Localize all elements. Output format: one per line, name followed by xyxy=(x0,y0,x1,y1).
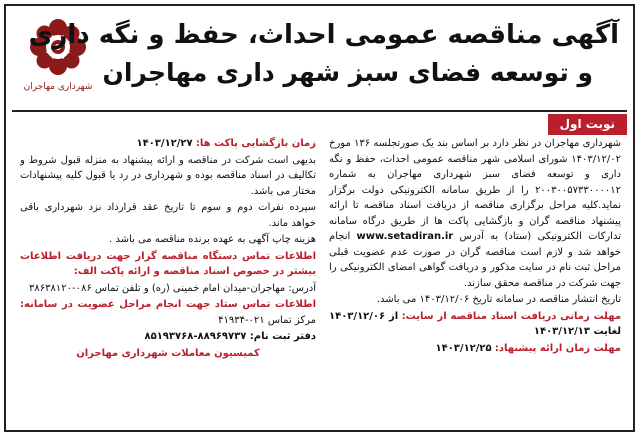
opening-date xyxy=(20,136,316,152)
submit-deadline-label: مهلت زمان ارائه پیشنهاد: xyxy=(494,342,621,354)
receive-deadline-label: مهلت زمانی دریافت اسناد مناقصه از سایت: xyxy=(401,310,622,322)
contact-heading: اطلاعات تماس دستگاه مناقصه گزار جهت دریافت اطلاعات بیشتر در خصوص اسناد مناقصه و ارائه پاکت الف: xyxy=(20,250,316,277)
signature: کمیسیون معاملات شهرداری مهاجران xyxy=(76,347,260,359)
header-divider xyxy=(12,110,627,112)
tender-notice xyxy=(4,4,635,432)
receive-deadline xyxy=(329,309,621,340)
intro-paragraph xyxy=(329,136,621,291)
contact-address: آدرس: مهاجران-میدان امام خمینی (ره) و تلفن تماس ۰۸۶-۳۸۶۳۸۱۲۰ xyxy=(29,282,316,294)
right-column xyxy=(329,136,621,357)
ad-cost-paragraph: هزینه چاپ آگهی به عهده برنده مناقصه می باشد . xyxy=(108,234,316,245)
setad-url-link[interactable]: www.setadiran.ir xyxy=(356,231,454,242)
opening-date-value: ۱۴۰۳/۱۲/۲۷ xyxy=(136,138,193,149)
notice-title-line-2: و توسعه فضای سبز شهر داری مهاجران xyxy=(102,58,593,87)
setad-phone: مرکز تماس ۰۲۱-۴۱۹۳۴ xyxy=(218,314,316,326)
intro-continued: انجام خواهد شد و لازم است مناقصه گران در صورت عدم عضویت قبلی مراحل ثبت نام در سایت مذکور و دریافت گواهی امضای الکترونیکی را جهت شرکت در مناقصه محقق سازند. xyxy=(329,231,621,289)
deposit-paragraph: سپرده نفرات دوم و سوم تا تاریخ عقد قرارداد نزد شهرداری باقی خواهد ماند. xyxy=(20,202,316,229)
notice-title-line-1: آگهی مناقصه عمومی احداث، حفظ و نگه داری xyxy=(28,20,619,50)
intro-text: شهرداری مهاجران در نظر دارد بر اساس بند یک صورتجلسه ۱۳۶ مورخ ۱۴۰۳/۱۲/۰۲ شورای اسلامی شهر مناقصه عمومی احداث، حفظ و نگه داری و توسعه فضای سبز شهرداری مهاجران به شماره ۲۰۰۳۰۰۵۷۳۳۰۰۰۰۱۲ را از طریق سامانه الکترونیکی دولت برگزار نماید.کلیه مراحل برگزاری مناقصه از دریافت اسناد مناقصه تا ارائه پیشنهاد مناقصه گران و بازگشایی پاکت ها از طریق درگاه سامانه تدارکات الکترونیکی (ستاد) به آدرس xyxy=(329,138,621,242)
logo-caption: شهرداری مهاجران xyxy=(23,82,93,92)
notice-header xyxy=(6,6,633,106)
round-badge: نوبت اول xyxy=(548,114,627,135)
setad-contact xyxy=(20,297,316,328)
setad-contact-heading: اطلاعات تماس ستاد جهت انجام مراحل عضویت در سامانه: xyxy=(20,299,316,310)
registration-office: دفتر ثبت نام: ۸۸۹۶۹۷۳۷-۸۵۱۹۳۷۶۸ xyxy=(144,331,316,342)
publish-date: تاریخ انتشار مناقصه در سامانه تاریخ ۱۴۰۳/۱۲/۰۶ می باشد. xyxy=(376,294,621,305)
receive-deadline-value: از ۱۴۰۳/۱۲/۰۶ لغایت ۱۴۰۳/۱۲/۱۳ xyxy=(329,310,621,337)
submit-deadline xyxy=(329,341,621,357)
left-column xyxy=(20,136,316,362)
opening-date-label: زمان بازگشایی پاکت ها: xyxy=(195,138,316,149)
terms-paragraph: بدیهی است شرکت در مناقصه و ارائه پیشنهاد به منزله قبول شروط و تکالیف در اسناد مناقصه بوده و شهرداری در رد یا قبول کلیه پیشنهادات مختار می باشد. xyxy=(20,154,316,197)
submit-deadline-value: ۱۴۰۳/۱۲/۲۵ xyxy=(435,342,492,354)
